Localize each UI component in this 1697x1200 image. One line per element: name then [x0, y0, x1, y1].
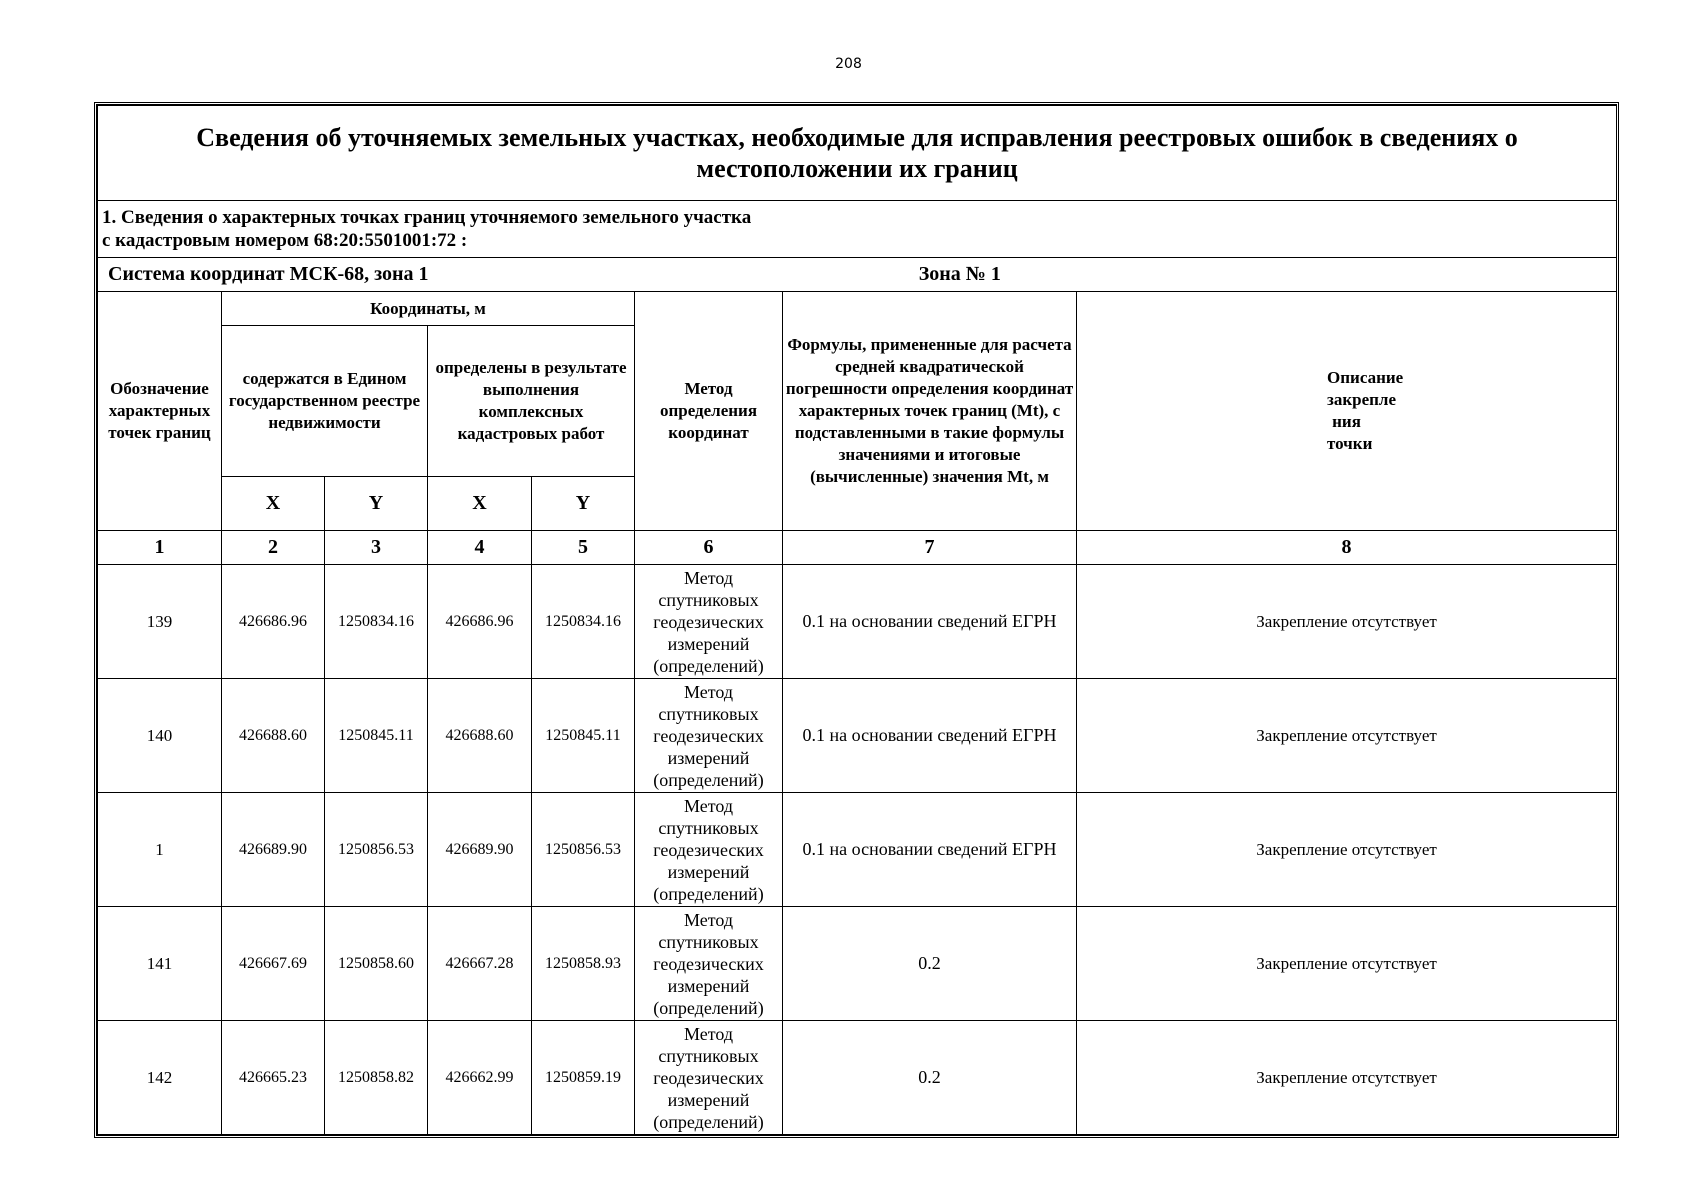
- x-cadastral: 426667.28: [428, 907, 532, 1021]
- header-point-label: Обозначение характерных точек границ: [98, 292, 222, 531]
- header-x-egrn: X: [222, 477, 325, 531]
- point-id: 140: [98, 679, 222, 793]
- column-number: 8: [1077, 531, 1617, 565]
- x-cadastral: 426686.96: [428, 565, 532, 679]
- column-number: 3: [325, 531, 428, 565]
- method: Метод спутниковых геодезических измерений (определений): [635, 565, 783, 679]
- section-heading-line1: 1. Сведения о характерных точках границ уточняемого земельного участка: [102, 207, 752, 228]
- header-method: Метод определения координат: [635, 292, 783, 531]
- y-egrn: 1250858.60: [325, 907, 428, 1021]
- y-cadastral: 1250856.53: [532, 793, 635, 907]
- x-egrn: 426688.60: [222, 679, 325, 793]
- formula: 0.1 на основании сведений ЕГРН: [783, 565, 1077, 679]
- method: Метод спутниковых геодезических измерений (определений): [635, 1021, 783, 1135]
- point-id: 1: [98, 793, 222, 907]
- formula: 0.2: [783, 907, 1077, 1021]
- header-cadastral: определены в результате выполнения комплексных кадастровых работ: [428, 326, 635, 477]
- document-table: [97, 105, 1617, 1135]
- table-row: [98, 1021, 1617, 1135]
- table-row: [98, 907, 1617, 1021]
- method: Метод спутниковых геодезических измерений (определений): [635, 907, 783, 1021]
- description: Закрепление отсутствует: [1077, 679, 1617, 793]
- formula: 0.2: [783, 1021, 1077, 1135]
- y-cadastral: 1250859.19: [532, 1021, 635, 1135]
- section-heading-line2: с кадастровым номером 68:20:5501001:72 :: [102, 230, 468, 251]
- header-egrn: содержатся в Едином государственном реестре недвижимости: [222, 326, 428, 477]
- header-description: Описание закрепле ния точки: [1077, 292, 1617, 531]
- column-number: 4: [428, 531, 532, 565]
- x-cadastral: 426662.99: [428, 1021, 532, 1135]
- table-row: [98, 565, 1617, 679]
- x-egrn: 426689.90: [222, 793, 325, 907]
- x-cadastral: 426689.90: [428, 793, 532, 907]
- description: Закрепление отсутствует: [1077, 793, 1617, 907]
- x-egrn: 426665.23: [222, 1021, 325, 1135]
- x-egrn: 426667.69: [222, 907, 325, 1021]
- y-egrn: 1250845.11: [325, 679, 428, 793]
- point-id: 142: [98, 1021, 222, 1135]
- point-id: 139: [98, 565, 222, 679]
- zone-label: Зона № 1: [532, 258, 1617, 292]
- document-frame: [94, 102, 1619, 1138]
- y-cadastral: 1250834.16: [532, 565, 635, 679]
- x-egrn: 426686.96: [222, 565, 325, 679]
- header-coordinates: Координаты, м: [222, 292, 635, 326]
- document-title: Сведения об уточняемых земельных участках, необходимые для исправления реестровых ошибок в сведениях о местоположении их границ: [98, 106, 1617, 201]
- x-cadastral: 426688.60: [428, 679, 532, 793]
- header-y-cadastral: Y: [532, 477, 635, 531]
- page-number: 208: [835, 56, 862, 72]
- description: Закрепление отсутствует: [1077, 565, 1617, 679]
- y-cadastral: 1250858.93: [532, 907, 635, 1021]
- column-number: 5: [532, 531, 635, 565]
- y-egrn: 1250856.53: [325, 793, 428, 907]
- column-number: 7: [783, 531, 1077, 565]
- header-y-egrn: Y: [325, 477, 428, 531]
- formula: 0.1 на основании сведений ЕГРН: [783, 679, 1077, 793]
- table-row: [98, 679, 1617, 793]
- description: Закрепление отсутствует: [1077, 907, 1617, 1021]
- section-heading: [98, 201, 1617, 258]
- column-number: 2: [222, 531, 325, 565]
- header-formula: Формулы, примененные для расчета средней квадратической погрешности определения координат характерных точек границ (Mt), с подставленными в такие формулы значениями и итоговые (вычисленные) значения Mt, м: [783, 292, 1077, 531]
- y-egrn: 1250834.16: [325, 565, 428, 679]
- column-numbers-row: [98, 531, 1617, 565]
- table-row: [98, 793, 1617, 907]
- header-x-cadastral: X: [428, 477, 532, 531]
- y-egrn: 1250858.82: [325, 1021, 428, 1135]
- method: Метод спутниковых геодезических измерений (определений): [635, 679, 783, 793]
- column-number: 6: [635, 531, 783, 565]
- description: Закрепление отсутствует: [1077, 1021, 1617, 1135]
- coordinate-system-label: Система координат МСК-68, зона 1: [98, 258, 532, 292]
- point-id: 141: [98, 907, 222, 1021]
- method: Метод спутниковых геодезических измерений (определений): [635, 793, 783, 907]
- y-cadastral: 1250845.11: [532, 679, 635, 793]
- column-number: 1: [98, 531, 222, 565]
- formula: 0.1 на основании сведений ЕГРН: [783, 793, 1077, 907]
